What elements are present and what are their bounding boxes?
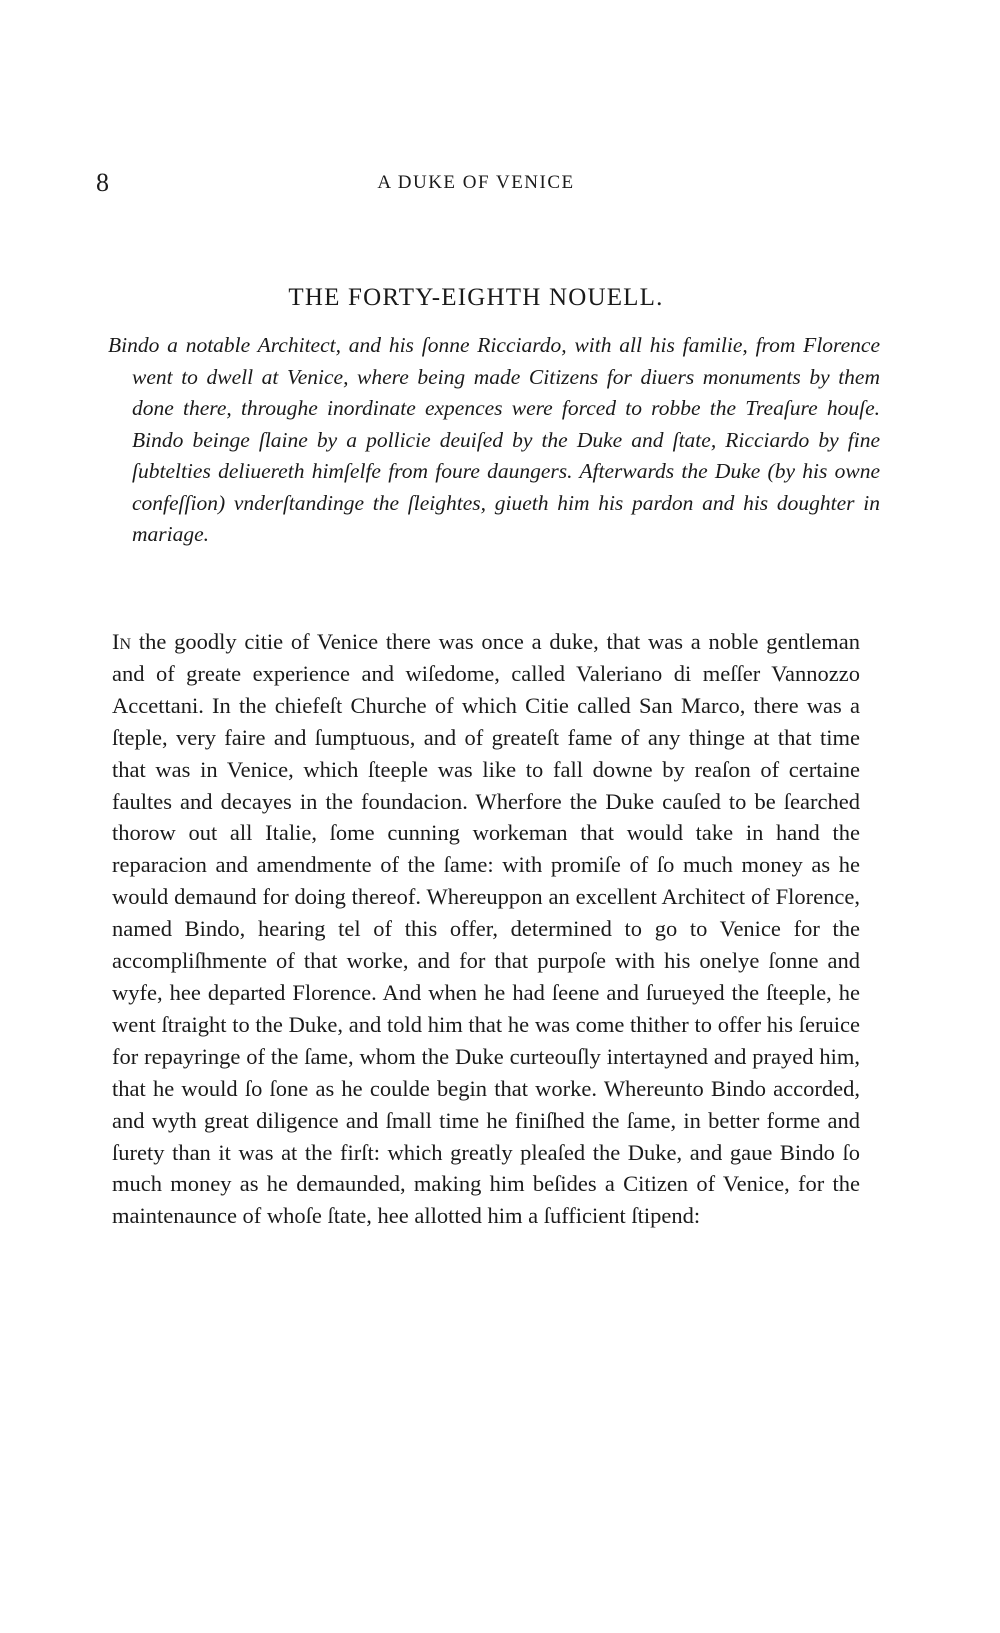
chapter-title: THE FORTY-EIGHTH NOUELL. — [288, 284, 664, 311]
body-paragraph — [112, 626, 860, 1232]
chapter-argument: Bindo a notable Architect, and his ſonne Ricciardo, with all his familie, from Florence went to dwell at Venice, where being made Citizens for diuers monuments by them done there, throughe inordinate expences were forced to robbe the Treaſure houſe. Bindo beinge ſlaine by a pollicie deuiſed by the Duke and ſtate, Ricciardo by fine ſubtelties deliuereth himſelfe from foure daungers. Afterwards the Duke (by his owne confeſſion) vnderſtandinge the ſleightes, giueth him his pardon and his doughter in mariage. — [108, 333, 880, 546]
initial-word: In — [112, 629, 132, 654]
page-number: 8 — [96, 168, 109, 197]
running-head — [96, 168, 856, 198]
body-text: the goodly citie of Venice there was once a duke, that was a noble gentleman and of greate experience and wiſedome, called Valeriano di meſſer Vannozzo Accettani. In the chiefeſt Churche of which Citie called San Marco, there was a ſteple, very faire and ſumptuous, and of greateſt fame of any thinge at that time that was in Venice, which ſteeple was like to fall downe by reaſon of certaine faultes and decayes in the foundacion. Wherfore the Duke cauſed to be ſearched thorow out all Italie, ſome cunning workeman that would take in hand the reparacion and amendmente of the ſame: with promiſe of ſo much money as he would demaund for doing thereof. Whereuppon an excellent Architect of Florence, named Bindo, hearing tel of this offer, determined to go to Venice for the accompliſhmente of that worke, and for that purpoſe with his onelye ſonne and wyfe, hee departed Florence. And when he had ſeene and ſurueyed the ſteeple, he went ſtraight to the Duke, and told him that he was come thither to offer his ſeruice for repayringe of the ſame, whom the Duke curteouſly intertayned and prayed him, that he would ſo ſone as he coulde begin that worke. Whereunto Bindo accorded, and wyth great diligence and ſmall time he finiſhed the ſame, in better forme and ſurety than it was at the firſt: which greatly pleaſed the Duke, and gaue Bindo ſo much money as he demaunded, making him beſides a Citizen of Venice, for the maintenaunce of whoſe ſtate, hee allotted him a ſufficient ſtipend: — [112, 629, 860, 1229]
running-title: A DUKE OF VENICE — [377, 172, 575, 193]
